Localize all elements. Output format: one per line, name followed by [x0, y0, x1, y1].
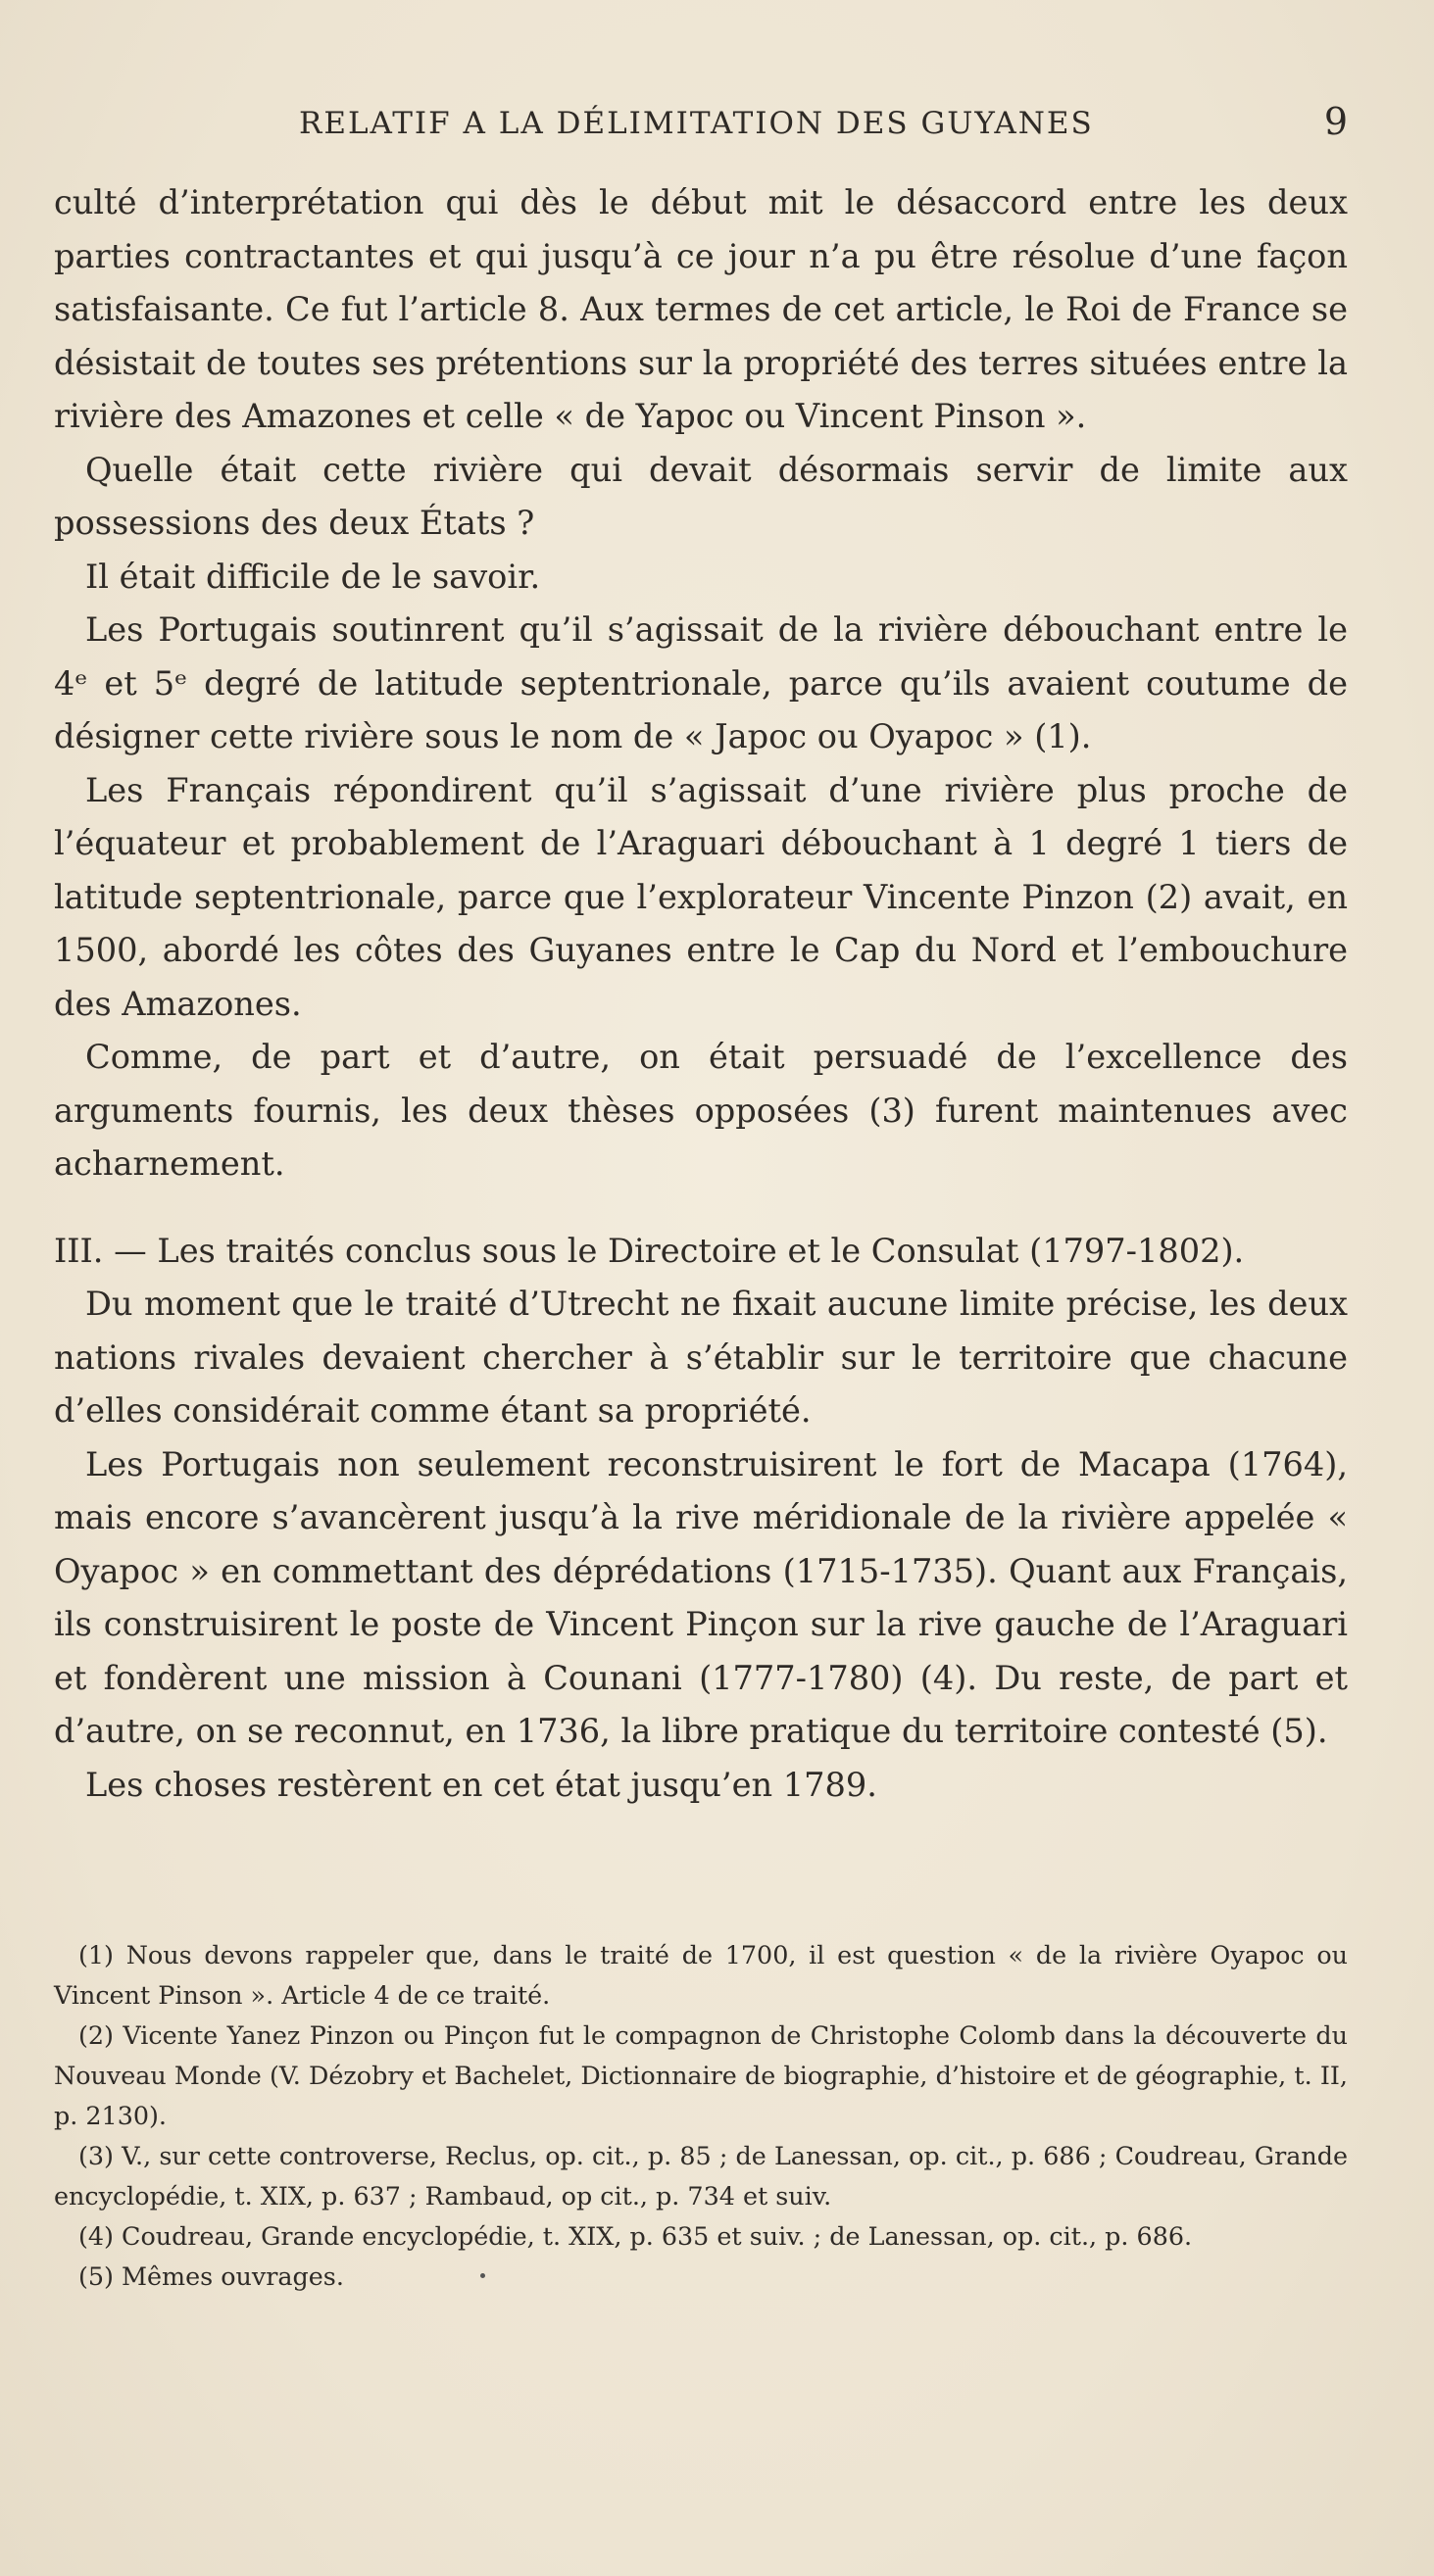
footnote-4: (4) Coudreau, Grande encyclopédie, t. XIX, p. 635 et suiv. ; de Lanessan, op. cit., p. 686. [78, 2221, 1193, 2251]
footnote-1: (1) Nous devons rappeler que, dans le traité de 1700, il est question « de la rivière Oyapoc ou Vincent Pinson ». Article 4 de ce traité. [54, 1940, 1348, 2010]
footnotes [54, 1935, 1348, 2297]
footnote-3: (3) V., sur cette controverse, Reclus, op. cit., p. 85 ; de Lanessan, op. cit., p. 686 ; Coudreau, Grande encyclopédie, t. XIX, p. 637 ; Rambaud, op cit., p. 734 et suiv. [54, 2141, 1348, 2211]
footnote-2: (2) Vicente Yanez Pinzon ou Pinçon fut le compagnon de Christophe Colomb dans la découverte du Nouveau Monde (V. Dézobry et Bachelet, Dictionnaire de biographie, d’histoire et de géographie, t. II, p. 2130). [54, 2020, 1348, 2130]
section-heading: III. — Les traités conclus sous le Directoire et le Consulat (1797-1802). [54, 1231, 1245, 1270]
main-text [54, 176, 1348, 1812]
paragraph-1: culté d’interprétation qui dès le début mit le désaccord entre les deux parties contractantes et qui jusqu’à ce jour n’a pu être résolue d’une façon satisfaisante. Ce fut l’article 8. Aux termes de cet article, le Roi de France se désistait de toutes ses prétentions sur la propriété des terres situées entre la rivière des Amazones et celle « de Yapoc ou Vincent Pinson ». [54, 183, 1348, 435]
page-number: 9 [1323, 100, 1348, 143]
ink-speck [480, 2273, 485, 2278]
paragraph-5: Les Français répondirent qu’il s’agissait d’une rivière plus proche de l’équateur et probablement de l’Araguari débouchant à 1 degré 1 tiers de latitude septentrionale, parce que l’explorateur Vincente Pinzon (2) avait, en 1500, abordé les côtes des Guyanes entre le Cap du Nord et l’embouchure des Amazones. [54, 770, 1348, 1023]
running-head: RELATIF A LA DÉLIMITATION DES GUYANES [299, 106, 1094, 141]
page-header [54, 100, 1348, 155]
paragraph-9: Les choses restèrent en cet état jusqu’en 1789. [85, 1765, 877, 1804]
paragraph-8: Les Portugais non seulement reconstruisirent le fort de Macapa (1764), mais encore s’avancèrent jusqu’à la rive méridionale de la rivière appelée « Oyapoc » en commettant des déprédations (1715-1735). Quant aux Français, ils construisirent le poste de Vincent Pinçon sur la rive gauche de l’Araguari et fondèrent une mission à Counani (1777-1780) (4). Du reste, de part et d’autre, on se reconnut, en 1736, la libre pratique du territoire contesté (5). [54, 1444, 1348, 1750]
paragraph-3: Il était difficile de le savoir. [85, 557, 541, 596]
paragraph-4: Les Portugais soutinrent qu’il s’agissait de la rivière débouchant entre le 4ᵉ et 5ᵉ degré de latitude septentrionale, parce qu’ils avaient coutume de désigner cette rivière sous le nom de « Japoc ou Oyapoc » (1). [54, 610, 1348, 755]
footnote-5: (5) Mêmes ouvrages. [78, 2261, 344, 2291]
paragraph-2: Quelle était cette rivière qui devait désormais servir de limite aux possessions des deux États ? [54, 450, 1348, 542]
paragraph-6: Comme, de part et d’autre, on était persuadé de l’excellence des arguments fournis, les deux thèses opposées (3) furent maintenues avec acharnement. [54, 1038, 1348, 1183]
paragraph-7: Du moment que le traité d’Utrecht ne fixait aucune limite précise, les deux nations rivales devaient chercher à s’établir sur le territoire que chacune d’elles considérait comme étant sa propriété. [54, 1285, 1348, 1430]
